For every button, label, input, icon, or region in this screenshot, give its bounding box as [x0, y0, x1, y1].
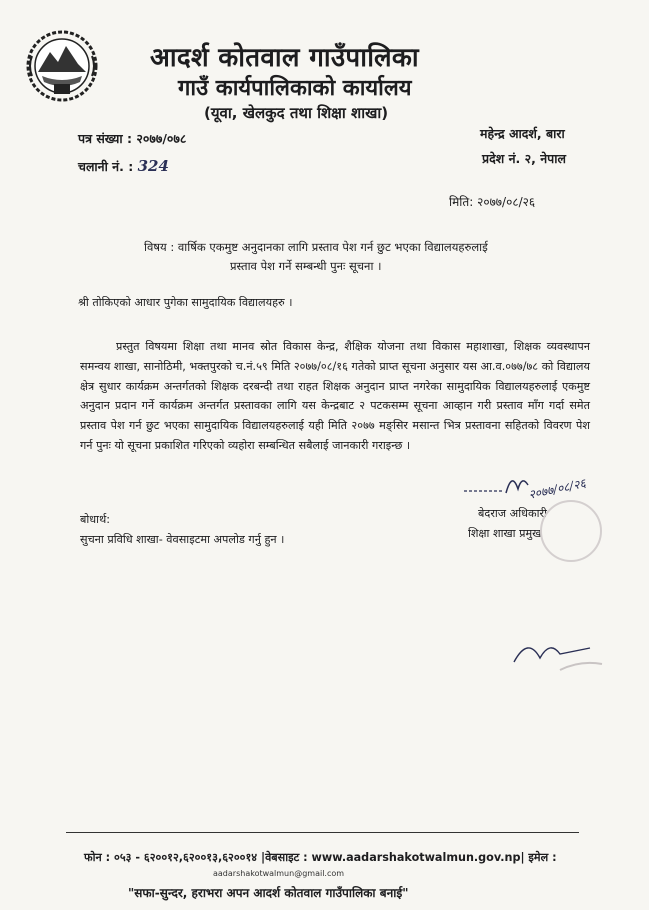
letter-number-value: २०७७/०७८	[136, 131, 187, 146]
addressee: श्री तोकिएको आधार पुगेका सामुदायिक विद्यालयहरु ।	[78, 296, 293, 309]
office-title: गाउँ कार्यपालिकाको कार्यालय	[178, 76, 412, 101]
letter-number	[78, 130, 186, 147]
cc-line: सुचना प्रविधि शाखा- वेवसाइटमा अपलोड गर्नु हुन ।	[80, 533, 285, 546]
office-stamp	[540, 500, 602, 562]
dispatch-number-value: 324	[137, 157, 169, 175]
dispatch-number	[78, 157, 169, 175]
location-line2: प्रदेश नं. २, नेपाल	[482, 151, 566, 166]
nepal-emblem-logo	[22, 28, 102, 104]
footer-divider	[66, 832, 579, 833]
second-signature	[510, 630, 605, 675]
signatory-title: शिक्षा शाखा प्रमुख	[468, 527, 542, 540]
signatory-name: बेदराज अधिकारी	[478, 507, 547, 520]
body-paragraph: प्रस्तुत विषयमा शिक्षा तथा मानव स्रोत विकास केन्द्र, शैक्षिक योजना तथा विकास महाशाखा, शिक्षक व्यवस्थापन समन्वय शाखा, सानोठिमी, भक्तपुरको च.नं.५९ मिति २०७७/०८/१६ गतेको प्राप्त सूचना अनुसार यस आ.व.०७७/७८ को विद्यालय क्षेत्र सुधार कार्यक्रम अन्तर्गतको शिक्षक दरबन्दी तथा राहत शिक्षक अनुदान प्राप्त नगरेका सामुदायिक विद्यालयहरुलाई एकमुष्ट अनुदान प्रदान गर्ने कार्यक्रम अन्तर्गत प्रस्तावका लागि यस केन्द्रबाट २ पटकसम्म सूचना आव्हान गरी प्रस्ताव माँग गर्दा समेत प्रस्ताव पेश गर्न छुट भएका सामुदायिक विद्यालयहरुलाई यही मिति २०७७ मङ्सिर मसान्त भित्र प्रस्तावना सहितको विवरण पेश गर्न पुनः यो सूचना प्रकाशित गरिएको व्यहोरा सम्बन्धित सबैलाई जानकारी गराइन्छ ।	[80, 340, 590, 452]
footer-contact: फोन : ०५३ - ६२००१२,६२००१३,६२००१४ |वेबसाइट : www.aadarshakotwalmun.gov.np| इमेल :	[84, 851, 557, 864]
dispatch-number-label: चलानी नं. :	[78, 159, 134, 174]
letter-date: मिति: २०७७/०८/२६	[449, 195, 536, 209]
footer-email: aadarshakotwalmun@gmail.com	[213, 869, 345, 878]
cc-label: बोधार्थ:	[80, 513, 110, 526]
letter-number-label: पत्र संख्या :	[78, 131, 132, 146]
subject-line2: प्रस्ताव पेश गर्ने सम्बन्धी पुनः सूचना ।	[230, 259, 382, 273]
signature-date: २०७७/०८/२६	[527, 476, 587, 502]
municipality-title: आदर्श कोतवाल गाउँपालिका	[150, 43, 419, 73]
location-line1: महेन्द्र आदर्श, बारा	[480, 126, 565, 141]
footer-slogan: "सफा-सुन्दर, हराभरा अपन आदर्श कोतवाल गाउँपालिका बनाई"	[128, 886, 409, 900]
section-title: (यूवा, खेलकुद तथा शिक्षा शाखा)	[204, 104, 389, 122]
subject-line1: विषय : वार्षिक एकमुष्ट अनुदानका लागि प्रस्ताव पेश गर्न छुट भएका विद्यालयहरुलाई	[144, 240, 488, 254]
